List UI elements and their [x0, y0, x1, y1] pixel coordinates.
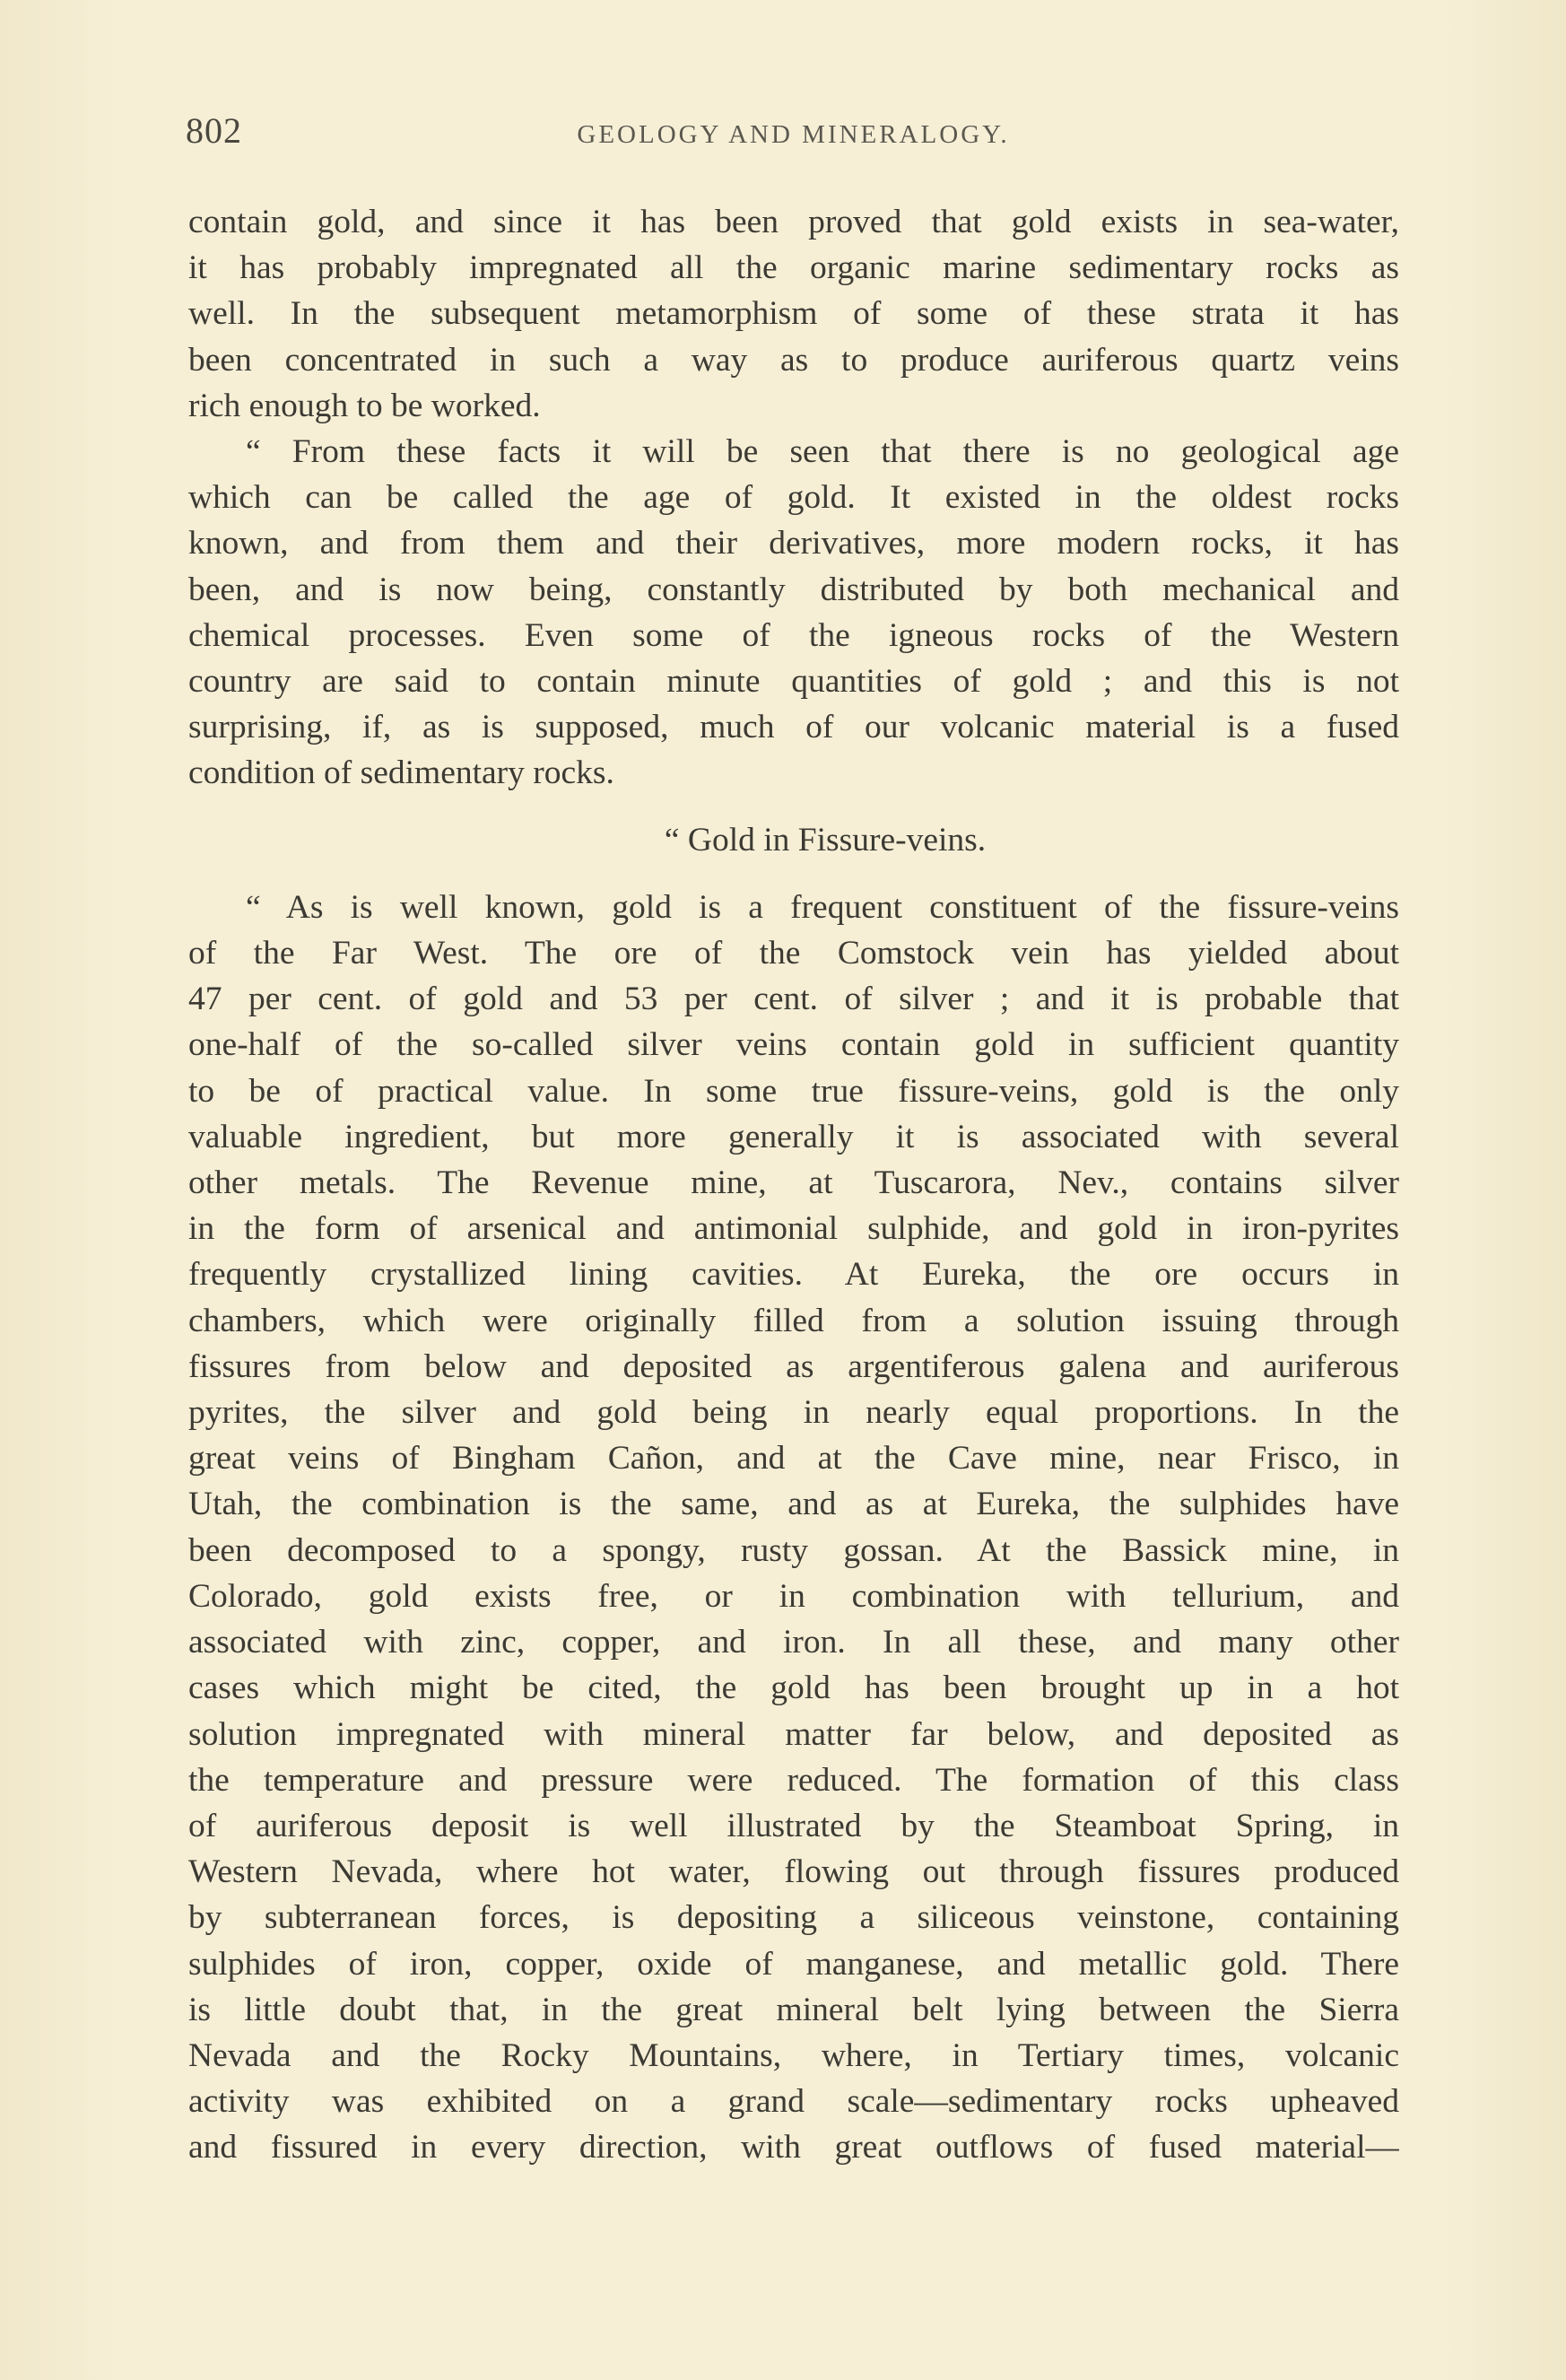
text-line: one-half of the so-called silver veins contain gold in sufficient quantity [188, 1026, 1399, 1064]
text-line: Nevada and the Rocky Mountains, where, in Tertiary times, volcanic [188, 2036, 1399, 2074]
paragraph-2 [188, 429, 1399, 797]
text-line: Utah, the combination is the same, and as at Eureka, the sulphides have [188, 1486, 1399, 1523]
text-line: country are said to contain minute quantities of gold ; and this is not [188, 663, 1399, 701]
text-line: associated with zinc, copper, and iron. In all these, and many other [188, 1624, 1399, 1661]
text-line: fissures from below and deposited as argentiferous galena and auriferous [188, 1347, 1399, 1385]
text-line: cases which might be cited, the gold has been brought up in a hot [188, 1669, 1399, 1707]
text-line: known, and from them and their derivatives, more modern rocks, it has [188, 525, 1399, 562]
text-line: 47 per cent. of gold and 53 per cent. of silver ; and it is probable that [188, 981, 1399, 1018]
text-line: of the Far West. The ore of the Comstock vein has yielded about [188, 935, 1399, 972]
text-line: the temperature and pressure were reduced. The formation of this class [188, 1761, 1399, 1799]
text-line: contain gold, and since it has been proved that gold exists in sea-water, [188, 204, 1399, 240]
text-line: valuable ingredient, but more generally it is associated with several [188, 1118, 1399, 1155]
text-line: surprising, if, as is supposed, much of our volcanic material is a fused [188, 709, 1399, 746]
text-line: condition of sedimentary rocks. [188, 754, 614, 792]
text-line: well. In the subsequent metamorphism of some of these strata it has [188, 295, 1399, 333]
text-line: Western Nevada, where hot water, flowing out through fissures produced [188, 1853, 1399, 1891]
text-line: it has probably impregnated all the organic marine sedimentary rocks as [188, 249, 1399, 287]
text-line: “ From these facts it will be seen that there is no geological age [246, 433, 1399, 471]
text-line: been decomposed to a spongy, rusty gossan. At the Bassick mine, in [188, 1531, 1399, 1569]
text-line: “ As is well known, gold is a frequent constituent of the fissure-veins [246, 888, 1399, 926]
paragraph-3 [188, 885, 1399, 2171]
running-title: GEOLOGY AND MINERALOGY. [577, 120, 1010, 149]
text-line: of auriferous deposit is well illustrated by the Steamboat Spring, in [188, 1807, 1399, 1844]
running-head [186, 109, 1401, 163]
paragraph-1 [188, 199, 1399, 429]
text-line: to be of practical value. In some true fissure-veins, gold is the only [188, 1072, 1399, 1110]
section-heading-text: “ Gold in Fissure-veins. [664, 821, 987, 859]
text-line: by subterranean forces, is depositing a siliceous veinstone, containing [188, 1899, 1399, 1937]
text-line: and fissured in every direction, with great outflows of fused material— [188, 2129, 1399, 2166]
text-line: which can be called the age of gold. It existed in the oldest rocks [188, 479, 1399, 517]
text-line: been concentrated in such a way as to produce auriferous quartz veins [188, 341, 1399, 379]
page-number: 802 [186, 110, 242, 151]
text-line: great veins of Bingham Cañon, and at the Cave mine, near Frisco, in [188, 1440, 1399, 1478]
text-line: sulphides of iron, copper, oxide of manganese, and metallic gold. There [188, 1945, 1399, 1983]
text-line: Colorado, gold exists free, or in combination with tellurium, and [188, 1577, 1399, 1615]
text-line: solution impregnated with mineral matter far below, and deposited as [188, 1715, 1399, 1753]
text-line: pyrites, the silver and gold being in nearly equal proportions. In the [188, 1394, 1399, 1432]
text-line: other metals. The Revenue mine, at Tuscarora, Nev., contains silver [188, 1164, 1399, 1202]
text-line: is little doubt that, in the great mineral belt lying between the Sierra [188, 1991, 1399, 2028]
section-heading [188, 817, 1399, 863]
text-line: rich enough to be worked. [188, 387, 541, 424]
text-line: in the form of arsenical and antimonial sulphide, and gold in iron-pyrites [188, 1210, 1399, 1248]
text-line: chemical processes. Even some of the igneous rocks of the Western [188, 616, 1399, 654]
text-line: activity was exhibited on a grand scale—sedimentary rocks upheaved [188, 2083, 1399, 2121]
text-line: chambers, which were originally filled from a solution issuing through [188, 1302, 1399, 1339]
text-line: frequently crystallized lining cavities. At Eureka, the ore occurs in [188, 1256, 1399, 1294]
text-line: been, and is now being, constantly distributed by both mechanical and [188, 571, 1399, 608]
body-text [188, 199, 1399, 2171]
